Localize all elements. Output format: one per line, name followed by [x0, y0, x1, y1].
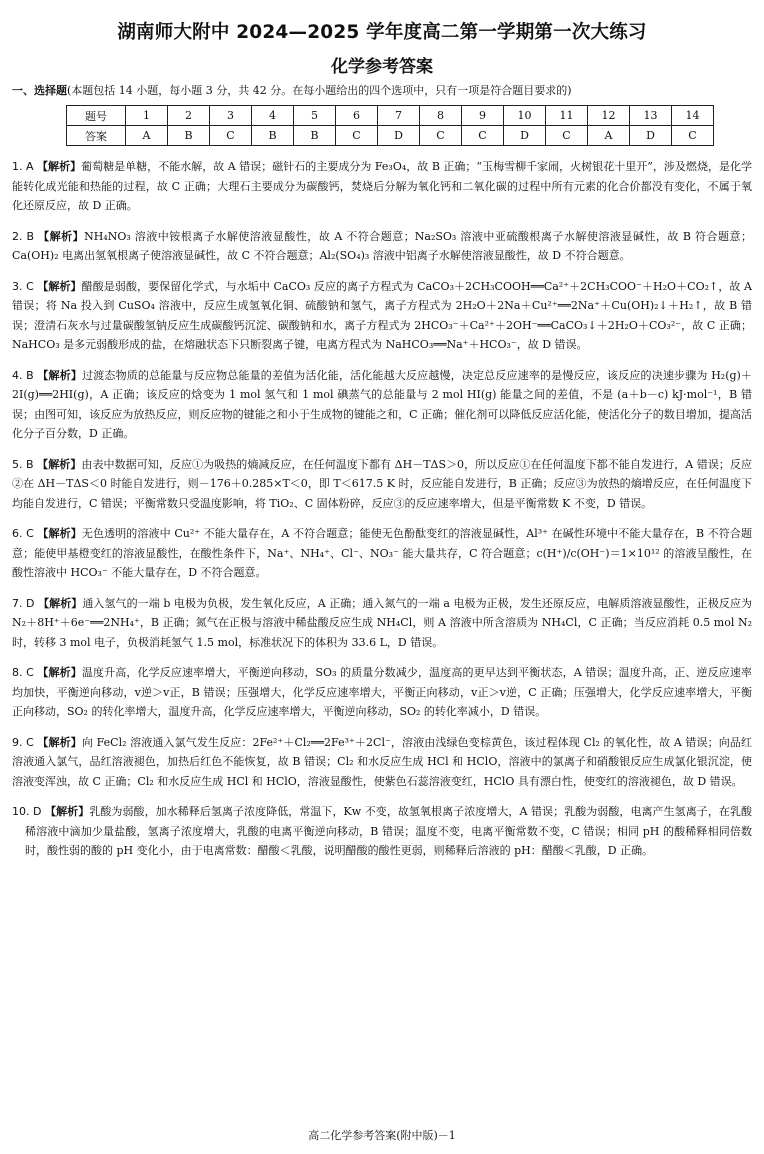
item-text: 无色透明的溶液中 Cu²⁺ 不能大量存在，A 不符合题意；能使无色酚酞变红的溶液显碱性，Al³⁺ 在碱性环境中不能大量存在，B 不符合题意；能使甲基橙变红的溶液显酸性，在酸性条件下，Na⁺、NH₄⁺、Cl⁻、NO₃⁻ 能大量共存，C 符合题意；c(H⁺)/c(OH⁻)＝1×10¹² 的溶液呈酸性，在酸性溶液中 HCO₃⁻ 不能大量存在，D 不符合题意。	[12, 527, 753, 579]
explanation-list	[12, 157, 752, 861]
item-number: 7. D	[12, 596, 35, 610]
analysis-tag: 【解析】	[37, 368, 83, 382]
item-number: 2. B	[12, 229, 35, 243]
question-number-cell: 10	[504, 106, 546, 126]
question-number-cell: 6	[336, 106, 378, 126]
question-number-cell: 8	[420, 106, 462, 126]
question-number-cell: 4	[252, 106, 294, 126]
item-text: 温度升高，化学反应速率增大，平衡逆向移动，SO₃ 的质量分数减少，温度高的更早达到平衡状态，A 错误；温度升高，正、逆反应速率均加快，平衡逆向移动，v逆＞v正，B 错误；压强增大，化学反应速率增大，平衡正向移动，v正＞v逆，C 正确；压强增大，化学反应速率增大，平衡正向移动，SO₂ 的转化率增大，温度升高，化学反应速率增大，平衡逆向移动，SO₂ 的转化率减小，D 错误。	[12, 666, 752, 718]
analysis-tag: 【解析】	[38, 596, 83, 610]
question-number-cell: 13	[630, 106, 672, 126]
row-label-number: 题号	[67, 106, 126, 126]
item-number: 5. B	[12, 457, 34, 471]
answer-table-number-row	[67, 106, 714, 126]
page-footer: 高二化学参考答案(附中版)－1	[308, 1129, 456, 1142]
item-number: 10. D	[12, 805, 42, 818]
answer-cell: C	[672, 126, 714, 146]
explanation-item	[12, 524, 752, 583]
explanation-item	[12, 277, 752, 355]
answer-cell: D	[378, 126, 420, 146]
item-text: 由表中数据可知，反应①为吸热的熵减反应，在任何温度下都有 ΔH－TΔS＞0，所以反应①在任何温度下都不能自发进行，A 错误；反应②在 ΔH－TΔS＜0 时能自发进行，则－176＋0.285×T＜0，即 T＜617.5 K 时，反应能自发进行，B 正确；反应③为放热的熵增反应，在任何温度下均能自发进行，C 错误；平衡常数只受温度影响，将 TiO₂、C 固体粉碎，反应③的反应速率增大，但是平衡常数 K 不变，D 错误。	[12, 457, 753, 510]
analysis-tag: 【解析】	[37, 666, 82, 679]
item-number: 3. C	[12, 279, 34, 293]
analysis-tag: 【解析】	[37, 457, 82, 471]
explanation-item	[12, 594, 752, 653]
answer-cell: A	[126, 126, 168, 146]
question-number-cell: 12	[588, 106, 630, 126]
row-label-answer: 答案	[67, 126, 126, 146]
answer-cell: D	[504, 126, 546, 146]
answer-cell: B	[294, 126, 336, 146]
question-number-cell: 14	[672, 106, 714, 126]
answer-cell: D	[630, 126, 672, 146]
answer-cell: C	[420, 126, 462, 146]
analysis-tag: 【解析】	[37, 279, 82, 293]
answer-table-answer-row	[67, 126, 714, 146]
section-title: 一、选择题	[12, 84, 67, 97]
analysis-tag: 【解析】	[38, 229, 85, 243]
section-heading	[12, 83, 752, 99]
analysis-tag: 【解析】	[37, 527, 82, 540]
item-text: 向 FeCl₂ 溶液通入氯气发生反应：2Fe²⁺＋Cl₂══2Fe³⁺＋2Cl⁻，溶液由浅绿色变棕黄色，该过程体现 Cl₂ 的氧化性，故 A 错误；向品红溶液通入氯气，品红溶液褪色，加热后红色不能恢复，故 B 错误；Cl₂ 和水反应生成 HCl 和 HClO，溶液中的氯离子和硝酸银反应生成氯化银沉淀，使溶液变浑浊，故 C 正确；Cl₂ 和水反应生成 HCl 和 HClO，溶液显酸性，使紫色石蕊溶液变红，HClO 具有漂白性，使变红的溶液褪色，故 D 错误。	[12, 735, 752, 788]
item-text: 过渡态物质的总能量与反应物总能量的差值为活化能，活化能越大反应越慢，决定总反应速率的是慢反应，该反应的决速步骤为 H₂(g)＋2I(g)══2HI(g)，A 正确；该反应的焓变为 1 mol 氢气和 1 mol 碘蒸气的总能量与 2 mol HI(g) 能量之间的差值，不是 (a＋b－c) kJ·mol⁻¹，B 错误；由图可知，该反应为放热反应，则反应物的键能之和小于生成物的键能之和，C 正确；催化剂可以降低反应活化能，使活化分子的数目增加，提高活化分子百分数，D 正确。	[12, 368, 753, 440]
analysis-tag: 【解析】	[37, 160, 82, 173]
item-number: 4. B	[12, 368, 34, 382]
answer-cell: B	[252, 126, 294, 146]
answer-cell: A	[588, 126, 630, 146]
explanation-item	[12, 366, 752, 444]
item-text: 醋酸是弱酸，要保留化学式，与水垢中 CaCO₃ 反应的离子方程式为 CaCO₃＋2CH₃COOH══Ca²⁺＋2CH₃COO⁻＋H₂O＋CO₂↑，故 A 错误；将 Na 投入到 CuSO₄ 溶液中，反应生成氢氧化铜、硫酸钠和氢气，离子方程式为 2H₂O＋2Na＋Cu²⁺══2Na⁺＋Cu(OH)₂↓＋H₂↑，故 B 错误；澄清石灰水与过量碳酸氢钠反应生成碳酸钙沉淀、碳酸钠和水，离子方程式为 2HCO₃⁻＋Ca²⁺＋2OH⁻══CaCO₃↓＋2H₂O＋CO₃²⁻，故 C 正确；NaHCO₃ 是多元弱酸形成的盐，在熔融状态下只断裂离子键，电离方程式为 NaHCO₃══Na⁺＋HCO₃⁻，故 D 错误。	[12, 279, 752, 351]
question-number-cell: 2	[168, 106, 210, 126]
question-number-cell: 1	[126, 106, 168, 126]
analysis-tag: 【解析】	[45, 805, 90, 818]
analysis-tag: 【解析】	[37, 735, 82, 749]
explanation-item	[12, 663, 752, 722]
page-title: 湖南师大附中 2024—2025 学年度高二第一学期第一次大练习	[117, 22, 647, 43]
explanation-item	[12, 157, 752, 216]
question-number-cell: 3	[210, 106, 252, 126]
question-number-cell: 11	[546, 106, 588, 126]
item-text: 乳酸为弱酸，加水稀释后氢离子浓度降低，常温下，Kw 不变，故氢氧根离子浓度增大，A 错误；乳酸为弱酸，电离产生氢离子，在乳酸稀溶液中滴加少量盐酸，氢离子浓度增大，乳酸的电离平衡逆向移动，B 错误；温度不变，电离平衡常数不变，C 错误；相同 pH 的酸稀释相同倍数时，酸性弱的酸的 pH 变化小，由于电离常数：醋酸＜乳酸，说明醋酸的酸性更弱，则稀释后溶液的 pH：醋酸＜乳酸，D 正确。	[25, 805, 752, 857]
answer-cell: C	[546, 126, 588, 146]
answer-cell: C	[336, 126, 378, 146]
page-subtitle: 化学参考答案	[331, 57, 433, 77]
item-number: 6. C	[12, 527, 34, 540]
item-text: NH₄NO₃ 溶液中铵根离子水解使溶液显酸性，故 A 不符合题意；Na₂SO₃ 溶液中亚硫酸根离子水解使溶液显碱性，故 B 符合题意；Ca(OH)₂ 电离出氢氧根离子使溶液显碱性，故 C 不符合题意；Al₂(SO₄)₃ 溶液中铝离子水解使溶液显酸性，故 D 不符合题意。	[12, 229, 752, 262]
item-number: 8. C	[12, 666, 34, 679]
item-number: 1. A	[12, 160, 34, 173]
item-number: 9. C	[12, 735, 34, 749]
answer-cell: C	[462, 126, 504, 146]
question-number-cell: 9	[462, 106, 504, 126]
explanation-item	[12, 227, 752, 266]
answer-cell: C	[210, 126, 252, 146]
item-text: 葡萄糖是单糖，不能水解，故 A 错误；磁针石的主要成分为 Fe₃O₄，故 B 正确；“玉梅雪柳千家闹，火树银花十里开”，涉及燃烧，是化学能转化成光能和热能的过程，故 C 正确；大理石主要成分为碳酸钙，焚烧后分解为氧化钙和二氧化碳的过程中所有元素的化合价都没有变化，不属于氧化还原反应，故 D 正确。	[12, 160, 752, 212]
item-text: 通入氢气的一端 b 电极为负极，发生氧化反应，A 正确；通入氮气的一端 a 电极为正极，发生还原反应，电解质溶液显酸性，正极反应为 N₂＋8H⁺＋6e⁻══2NH₄⁺，B 正确；氮气在正极与溶液中稀盐酸反应生成 NH₄Cl，则 A 溶液中所含溶质为 NH₄Cl，C 正确；当反应消耗 0.5 mol N₂ 时，转移 3 mol 电子，负极消耗氢气 1.5 mol，标准状况下的体积为 33.6 L，D 错误。	[12, 596, 753, 649]
question-number-cell: 5	[294, 106, 336, 126]
explanation-item	[12, 802, 752, 861]
section-instruction: (本题包括 14 小题，每小题 3 分，共 42 分。在每小题给出的四个选项中，只有一项是符合题目要求的)	[67, 84, 572, 97]
answer-cell: B	[168, 126, 210, 146]
answer-table	[66, 105, 714, 146]
question-number-cell: 7	[378, 106, 420, 126]
explanation-item	[12, 455, 752, 514]
explanation-item	[12, 733, 752, 792]
